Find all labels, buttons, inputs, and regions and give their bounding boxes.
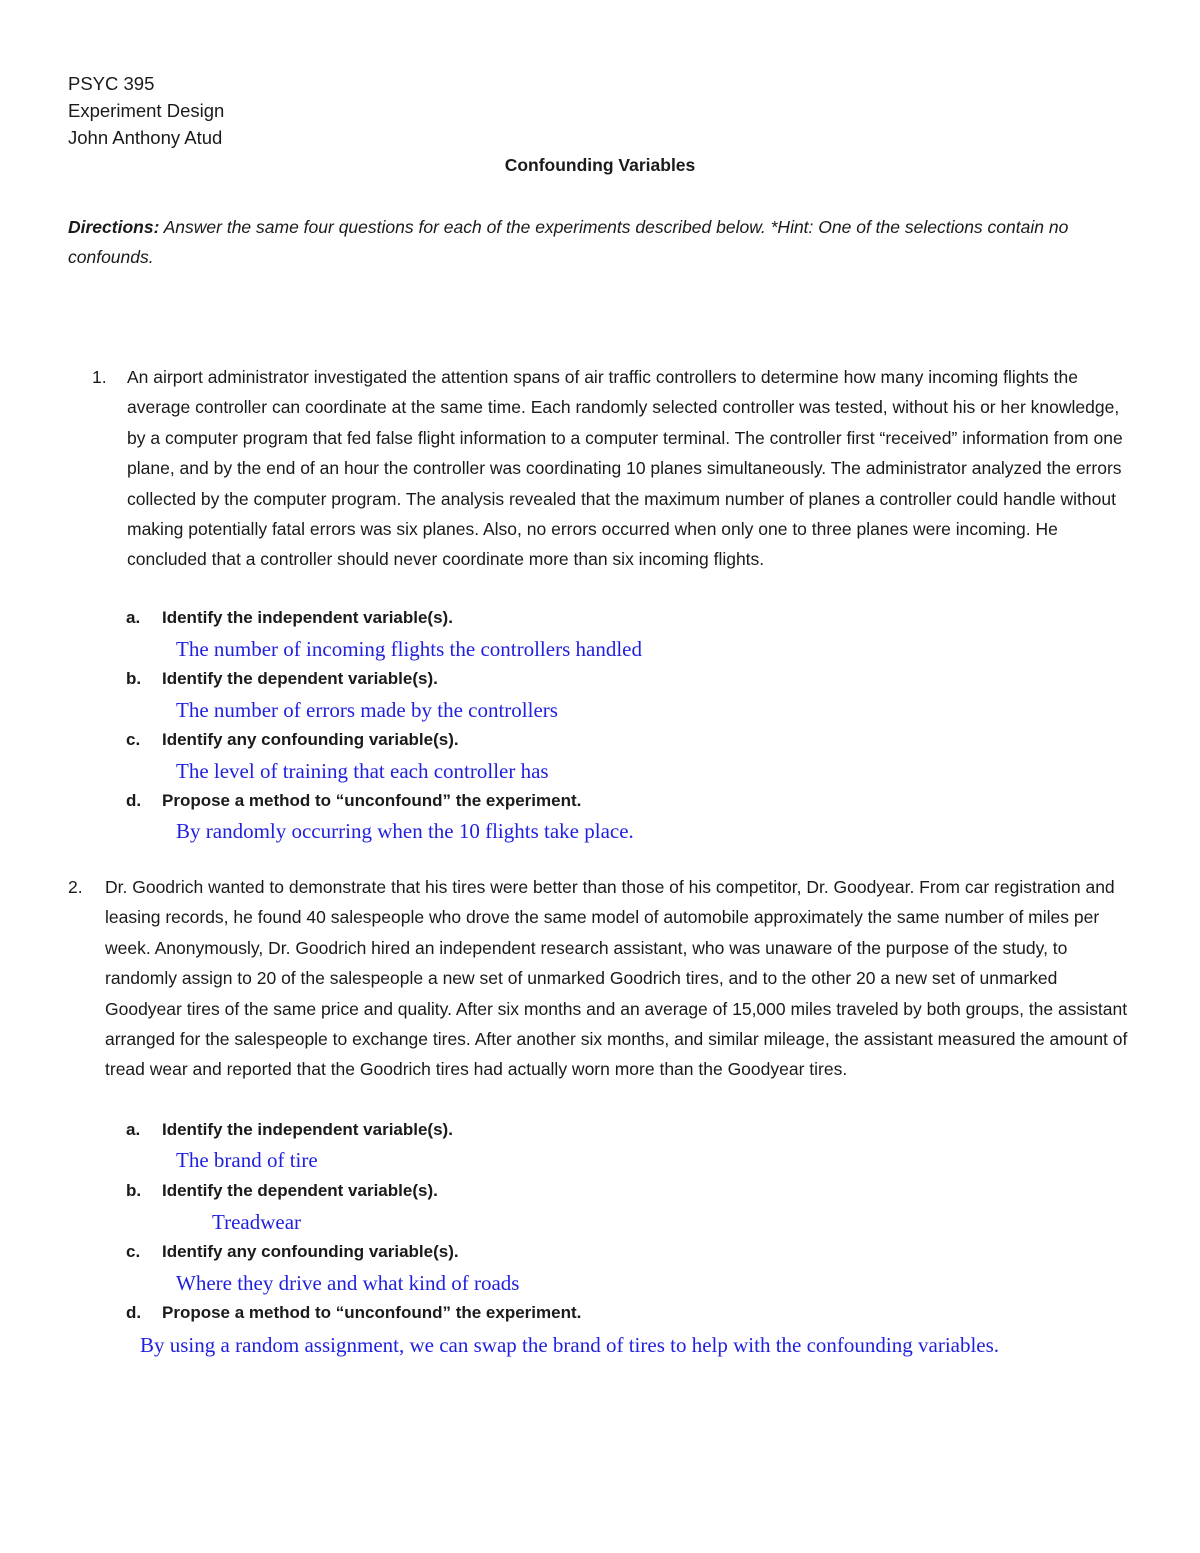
directions-label: Directions: (68, 217, 160, 237)
answer-text: The number of errors made by the controllers (176, 698, 558, 722)
document-header (68, 70, 224, 151)
part-prompt: Identify the independent variable(s). (162, 608, 453, 627)
question-text: An airport administrator investigated the attention spans of air traffic controllers to determine how many incoming flights the average controller can coordinate at the same time. Each randomly selected controller was tested, without his or her knowledge, by a computer program that fed false flight information to a computer terminal. The controller first “received” information from one plane, and by the end of an hour the controller was coordinating 10 planes simultaneously. The administrator analyzed the errors collected by the computer program. The analysis revealed that the maximum number of planes a controller could handle without making potentially fatal errors was six planes. Also, no errors occurred when only one to three planes were incoming. He concluded that a controller should never coordinate more than six incoming flights. (127, 367, 1123, 570)
author-name: John Anthony Atud (68, 127, 223, 148)
question-part (0, 1237, 1200, 1267)
part-letter: a. (126, 608, 141, 627)
directions-text: Answer the same four questions for each of the experiments described below. *Hint: One of the selections contain no confounds. (68, 217, 1069, 267)
part-prompt: Identify any confounding variable(s). (162, 730, 459, 749)
question-text: Dr. Goodrich wanted to demonstrate that his tires were better than those of his competitor, Dr. Goodyear. From car registration and leasing records, he found 40 salespeople who drove the same model of automobile approximately the same number of miles per week. Anonymously, Dr. Goodrich hired an independent research assistant, who was unaware of the purpose of the study, to randomly assign to 20 of the salespeople a new set of unmarked Goodrich tires, and to the other 20 a new set of unmarked Goodyear tires of the same price and quality. After six months and an average of 15,000 miles traveled by both groups, the assistant arranged for the salespeople to exchange tires. After another six months, and similar mileage, the assistant measured the amount of tread wear and reported that the Goodrich tires had actually worn more than the Goodyear tires. (105, 877, 1128, 1080)
part-prompt: Identify any confounding variable(s). (162, 1242, 459, 1261)
part-letter: b. (126, 669, 142, 688)
part-prompt: Identify the independent variable(s). (162, 1120, 453, 1139)
part-letter: a. (126, 1120, 141, 1139)
part-letter: b. (126, 1181, 142, 1200)
part-prompt: Identify the dependent variable(s). (162, 1181, 438, 1200)
answer-text: By using a random assignment, we can swap the brand of tires to help with the confounding variables. (140, 1333, 1000, 1357)
question-part (0, 664, 1200, 694)
answer-text: By randomly occurring when the 10 flights take place. (176, 819, 634, 843)
question-number: 1. (92, 367, 107, 387)
directions (68, 212, 1138, 272)
document-title: Confounding Variables (504, 155, 696, 175)
part-letter: c. (126, 1242, 141, 1261)
part-prompt: Propose a method to “unconfound” the experiment. (162, 791, 582, 810)
question-part (0, 725, 1200, 755)
question-number: 2. (68, 877, 83, 897)
answer-text: The number of incoming flights the controllers handled (176, 637, 642, 661)
course-code: PSYC 395 (68, 73, 155, 94)
answer-text: The level of training that each controller has (176, 759, 549, 783)
answer-text: Where they drive and what kind of roads (176, 1271, 520, 1295)
question-part (0, 1115, 1200, 1145)
course-subject: Experiment Design (68, 100, 225, 121)
part-letter: d. (126, 1303, 142, 1322)
part-letter: c. (126, 730, 141, 749)
part-prompt: Identify the dependent variable(s). (162, 669, 438, 688)
question-part (0, 786, 1200, 816)
question-part (0, 1298, 1200, 1328)
part-prompt: Propose a method to “unconfound” the experiment. (162, 1303, 582, 1322)
answer-text: The brand of tire (176, 1148, 318, 1172)
part-letter: d. (126, 791, 142, 810)
answer-text: Treadwear (212, 1210, 302, 1234)
question-part (0, 1176, 1200, 1206)
question-part (0, 603, 1200, 633)
